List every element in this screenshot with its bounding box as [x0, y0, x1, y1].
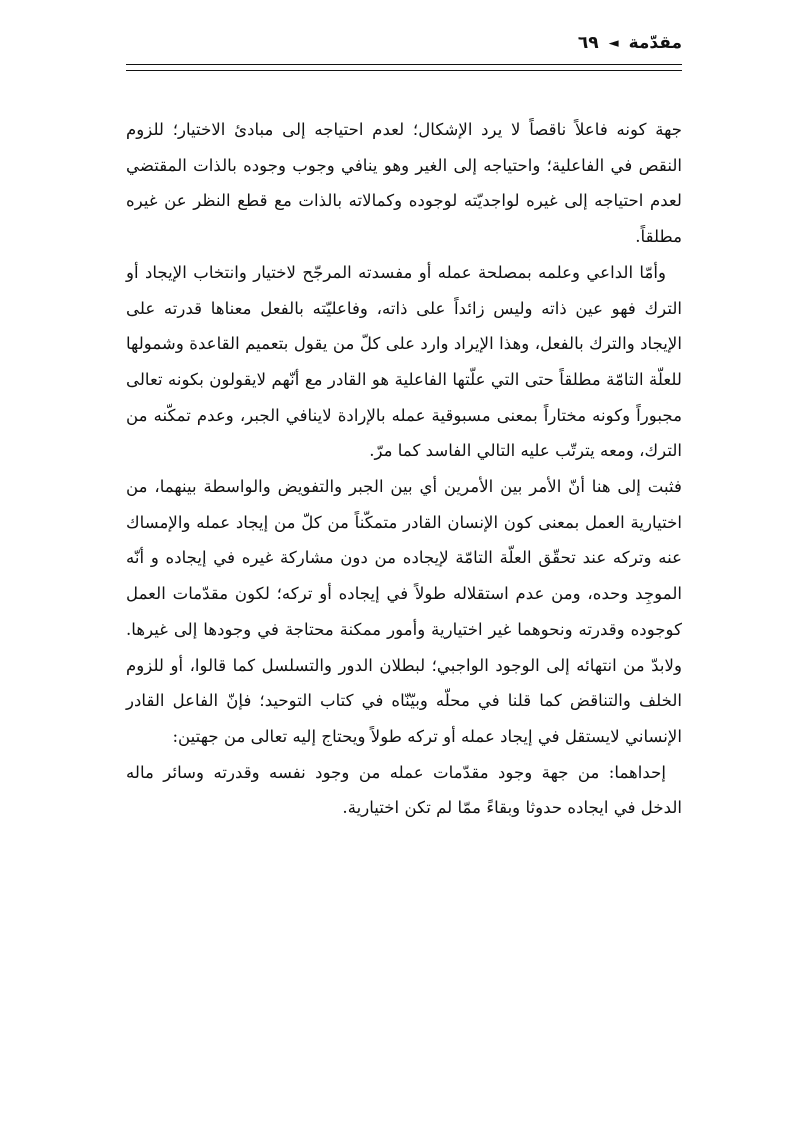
running-header — [126, 28, 682, 58]
section-title: مقدّمة — [628, 33, 682, 53]
paragraph-4: إحداهما: من جهة وجود مقدّمات عمله من وجود نفسه وقدرته وسائر ماله الدخل في ايجاده حدوثا وبقاءً ممّا لم تكن اختيارية. — [126, 762, 682, 818]
paragraph-2: وأمّا الداعي وعلمه بمصلحة عمله أو مفسدته المرجّح لاختيار وانتخاب الإيجاد أو الترك فهو عين ذاته وليس زائداً على ذاته، وفاعليّته بالفعل معناها قدرته على الإيجاد والترك بالفعل، وهذا الإيراد وارد على كلّ من يقول بتعميم القاعدة وشمولها للعلّة التامّة مطلقاً حتى التي علّتها الفاعلية هو القادر مع أنّهم لايقولون بكونه تعالى مجبوراً وكونه مختاراً بمعنى مسبوقية عمله بالإرادة لاينافي الجبر، وعدم تمكّنه من الترك، ومعه يترتّب عليه التالي الفاسد كما مرّ. — [126, 262, 683, 461]
page-body — [126, 112, 682, 826]
paragraph-3: فثبت إلى هنا أنّ الأمر بين الأمرين أي بين الجبر والتفويض والواسطة بينهما، من اختيارية العمل بمعنى كون الإنسان القادر متمكّناً من كلّ من إيجاد عمله والإمساك عنه وتركه عند تحقّق العلّة التامّة لإيجاده من دون مشاركة غيره في إيجاده و أنّه الموجِد وحده، ومن عدم استقلاله طولاً في إيجاده أو تركه؛ لكون مقدّمات العمل كوجوده وقدرته ونحوهما غير اختيارية وأمور ممكنة محتاجة في وجودها إلى غيرها. ولابدّ من انتهائه إلى الوجود الواجبي؛ لبطلان الدور والتسلسل كما قالوا، أو للزوم الخلف والتناقض كما قلنا في محلّه وبيّنّاه في كتاب التوحيد؛ فإنّ الفاعل القادر الإنساني لايستقل في إيجاد عمله أو تركه طولاً ويحتاج إليه تعالى من جهتين: — [126, 477, 682, 746]
page-number: ٦٩ — [577, 33, 599, 53]
header-rule-bottom — [126, 70, 682, 71]
paragraph-1: جهة كونه فاعلاً ناقصاً لا يرد الإشكال؛ لعدم احتياجه إلى مبادئ الاختيار؛ للزوم النقص في الفاعلية؛ واحتياجه إلى الغير وهو ينافي وجوب وجوده بالذات المقتضي لعدم احتياجه إلى غيره لواجديّته لوجوده وكمالاته بالذات مع قطع النظر عن غيره مطلقاً. — [126, 120, 682, 247]
header-rule-top — [126, 64, 682, 65]
triangle-marker-icon: ◄ — [608, 35, 619, 51]
